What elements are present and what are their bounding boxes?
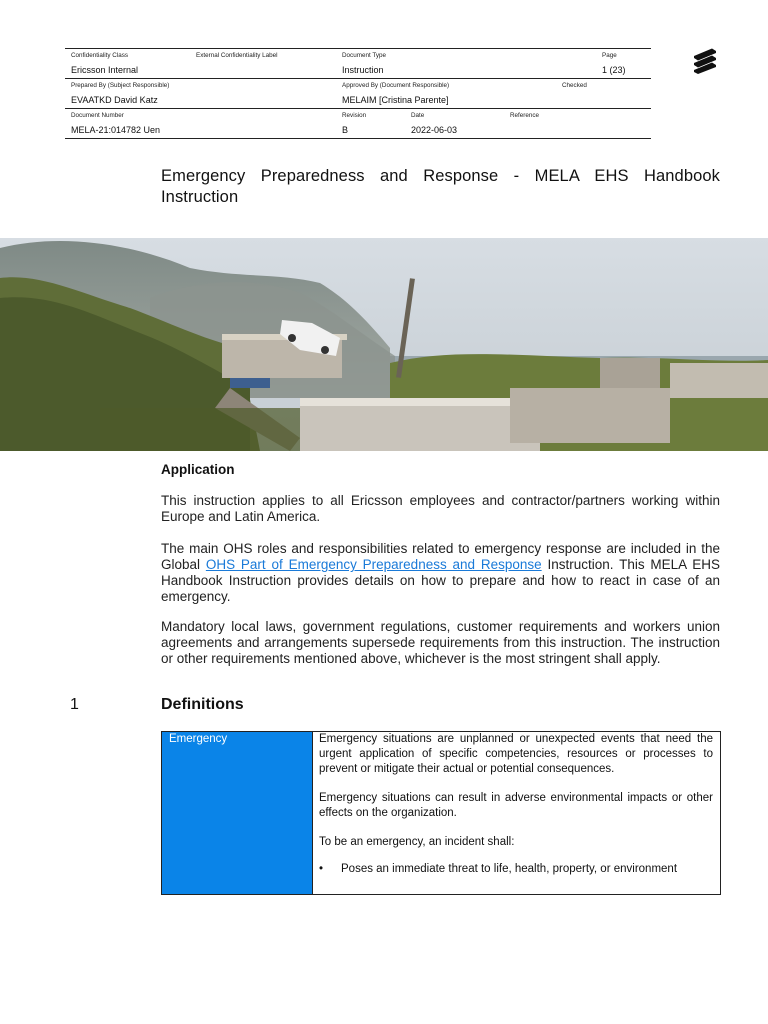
date-cell [405,109,505,138]
field-value: Instruction [342,65,384,75]
field-label: Checked [562,82,587,89]
reference-cell [504,109,651,138]
definition-term: Emergency [169,733,228,745]
ericsson-logo-icon [692,48,718,74]
cover-photo [0,238,768,451]
field-value: MELAIM [Cristina Parente] [342,95,449,105]
document-title [161,166,720,208]
definition-description-cell [319,732,713,877]
definition-paragraph: Emergency situations are unplanned or unexpected events that need the urgent application of specific competencies, resources or processes to prevent or mitigate their actual or potential consequences. [319,733,713,775]
field-label: Page [602,52,617,59]
field-label: Reference [510,112,540,119]
document-type-cell [336,49,596,78]
title-line-2: Instruction [161,188,239,206]
field-value: B [342,125,349,135]
page-cell [596,49,651,78]
field-label: Confidentiality Class [71,52,129,59]
field-label: Revision [342,112,367,119]
text-span: The main OHS roles and responsibilities related to emergency response are included in the Global [161,541,720,572]
approved-by-cell [336,79,556,108]
confidentiality-class-cell [65,49,191,78]
field-label: External Confidentiality Label [196,52,278,59]
application-heading: Application [161,462,235,477]
header-row-classification [65,48,651,78]
definition-paragraph: Emergency situations can result in adverse environmental impacts or other effects on the organization. [319,792,713,819]
header-row-responsibility [65,78,651,108]
field-label: Prepared By (Subject Responsible) [71,82,170,89]
field-value: EVAATKD David Katz [71,95,158,105]
document-number-cell [65,109,335,138]
page-number: 1 (23) [602,65,626,75]
application-paragraph-2 [161,541,720,605]
revision-cell [336,109,406,138]
checked-cell [556,79,651,108]
field-value: MELA-21:014782 Uen [71,125,161,135]
title-line-1: Emergency Preparedness and Response - MELA EHS Handbook [161,167,720,185]
document-header-table [65,48,651,139]
definitions-table [161,731,721,895]
field-label: Document Type [342,52,386,59]
definition-term-cell [162,732,313,894]
field-label: Document Number [71,112,124,119]
field-label: Date [411,112,425,119]
field-value: 2022-06-03 [411,125,458,135]
application-paragraph-3: Mandatory local laws, government regulations, customer requirements and workers union agreements and arrangements supersede requirements from this instruction. The instruction or other requirements mentioned above, whichever is the most stringent shall apply. [161,619,720,666]
section-title: Definitions [161,696,244,713]
application-paragraph-1: This instruction applies to all Ericsson employees and contractor/partners working within Europe and Latin America. [161,493,720,524]
prepared-by-cell [65,79,335,108]
text-span: Instruction. This MELA EHS Handbook Instruction provides details on how to prepare and how to react in case of an emergency. [161,557,720,604]
disaster-landscape-image [0,238,768,451]
field-label: Approved By (Document Responsible) [342,82,450,89]
definition-bullet-item: • Poses an immediate threat to life, health, property, or environment [319,862,713,877]
definition-paragraph: To be an emergency, an incident shall: [319,836,515,848]
ohs-emergency-preparedness-link[interactable]: OHS Part of Emergency Preparedness and Response [205,557,542,572]
field-value: Ericsson Internal [71,65,139,75]
header-row-document [65,108,651,139]
external-label-cell [190,49,340,78]
section-number: 1 [70,696,79,713]
